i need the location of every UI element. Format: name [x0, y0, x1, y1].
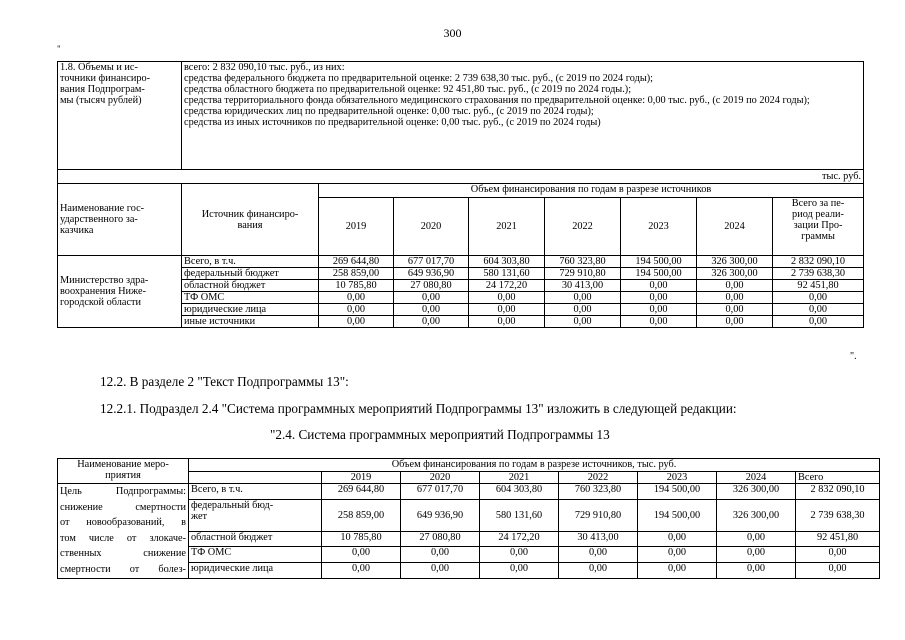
section-label: 1.8. Объемы и ис- точники финансиро- вания Подпрограм- мы (тысяч рублей): [58, 62, 182, 170]
value-cell: 0,00: [559, 547, 638, 563]
header-source: Источник финансиро- вания: [182, 184, 319, 256]
header-total: Всего за пе- риод реали- зации Про- граммы: [773, 198, 864, 256]
value-cell: 0,00: [697, 280, 773, 292]
header-year: 2023: [638, 472, 717, 484]
value-cell: 0,00: [773, 292, 864, 304]
value-cell: 0,00: [717, 547, 796, 563]
value-cell: 729 910,80: [559, 499, 638, 531]
value-cell: 326 300,00: [717, 499, 796, 531]
value-cell: 0,00: [480, 547, 559, 563]
value-cell: 0,00: [559, 562, 638, 578]
value-cell: 0,00: [638, 531, 717, 547]
value-cell: 0,00: [469, 316, 545, 328]
value-cell: 0,00: [773, 316, 864, 328]
header-funding-group: Объем финансирования по годам в разрезе источников, тыс. руб.: [189, 459, 880, 472]
value-cell: 760 323,80: [545, 256, 621, 268]
value-cell: 0,00: [394, 316, 469, 328]
value-cell: 2 739 638,30: [796, 499, 880, 531]
header-funding-group: Объем финансирования по годам в разрезе источников: [319, 184, 864, 198]
paragraph-section-2: 12.2. В разделе 2 "Текст Подпрограммы 13":: [100, 374, 349, 389]
value-cell: 0,00: [697, 292, 773, 304]
program-goal: [58, 484, 189, 579]
customer-name: Министерство здра- воохранения Ниже- городской области: [58, 256, 182, 328]
header-year: 2021: [480, 472, 559, 484]
value-cell: 760 323,80: [559, 484, 638, 500]
value-cell: 258 859,00: [319, 268, 394, 280]
header-year: 2022: [559, 472, 638, 484]
value-cell: 580 131,60: [469, 268, 545, 280]
value-cell: 729 910,80: [545, 268, 621, 280]
value-cell: 0,00: [796, 562, 880, 578]
value-cell: 0,00: [796, 547, 880, 563]
value-cell: 0,00: [545, 316, 621, 328]
source-label: ТФ ОМС: [182, 292, 319, 304]
paragraph-subsection-2-4: 12.2.1. Подраздел 2.4 "Система программных мероприятий Подпрограммы 13" изложить в следующей редакции:: [100, 401, 737, 416]
source-label: федеральный бюджет: [182, 268, 319, 280]
header-total: Всего: [796, 472, 880, 484]
value-cell: 0,00: [394, 292, 469, 304]
value-cell: 677 017,70: [401, 484, 480, 500]
summary-line: средства юридических лиц по предварительной оценке: 0,00 тыс. руб., (с 2019 по 2024 годы);: [184, 106, 594, 117]
source-label: ТФ ОМС: [189, 547, 322, 563]
value-cell: 0,00: [545, 304, 621, 316]
value-cell: 0,00: [717, 531, 796, 547]
value-cell: 27 080,80: [401, 531, 480, 547]
goal-line: от новообразований, в: [60, 517, 186, 529]
source-label: юридические лица: [182, 304, 319, 316]
value-cell: 326 300,00: [697, 256, 773, 268]
value-cell: 649 936,90: [394, 268, 469, 280]
value-cell: 0,00: [773, 304, 864, 316]
header-year: 2024: [717, 472, 796, 484]
source-label: Всего, в т.ч.: [182, 256, 319, 268]
value-cell: 0,00: [717, 562, 796, 578]
closing-quote: ".: [850, 351, 857, 362]
value-cell: 2 832 090,10: [796, 484, 880, 500]
source-label: областной бюджет: [182, 280, 319, 292]
header-year: 2021: [469, 198, 545, 256]
value-cell: 580 131,60: [480, 499, 559, 531]
value-cell: 0,00: [638, 562, 717, 578]
header-year: 2020: [394, 198, 469, 256]
source-label: Всего, в т.ч.: [189, 484, 322, 500]
value-cell: 0,00: [697, 304, 773, 316]
value-cell: 92 451,80: [796, 531, 880, 547]
value-cell: 194 500,00: [621, 268, 697, 280]
summary-line: средства территориального фонда обязательного медицинского страхования по предварительной оценке: 0,00 тыс. руб., (с 2019 по 2024 годы);: [184, 95, 810, 106]
summary-line: средства из иных источников по предварительной оценке: 0,00 тыс. руб., (с 2019 по 2024 годы): [184, 117, 601, 128]
value-cell: 0,00: [469, 304, 545, 316]
summary-line: всего: 2 832 090,10 тыс. руб., из них:: [184, 62, 345, 73]
value-cell: 326 300,00: [717, 484, 796, 500]
header-customer: Наименование гос- ударственного за- казчика: [58, 184, 182, 256]
value-cell: 326 300,00: [697, 268, 773, 280]
value-cell: 2 739 638,30: [773, 268, 864, 280]
header-year: 2023: [621, 198, 697, 256]
header-year: 2022: [545, 198, 621, 256]
goal-line: Цель Подпрограммы:: [60, 486, 186, 497]
value-cell: 269 644,80: [319, 256, 394, 268]
source-label: иные источники: [182, 316, 319, 328]
value-cell: 27 080,80: [394, 280, 469, 292]
header-year: 2024: [697, 198, 773, 256]
value-cell: 0,00: [697, 316, 773, 328]
value-cell: 10 785,80: [319, 280, 394, 292]
source-label: юридические лица: [189, 562, 322, 578]
program-events-table: [57, 458, 880, 579]
value-cell: 0,00: [322, 547, 401, 563]
summary-line: средства областного бюджета по предварительной оценке: 92 451,80 тыс. руб., (с 2019 по 2024 годы.);: [184, 84, 632, 95]
value-cell: 0,00: [322, 562, 401, 578]
opening-quote: ": [57, 44, 61, 54]
header-year: 2019: [322, 472, 401, 484]
value-cell: 24 172,20: [469, 280, 545, 292]
value-cell: 0,00: [480, 562, 559, 578]
value-cell: 194 500,00: [638, 484, 717, 500]
value-cell: 258 859,00: [322, 499, 401, 531]
value-cell: 0,00: [545, 292, 621, 304]
goal-line: смертности от болез-: [60, 563, 186, 575]
value-cell: 0,00: [469, 292, 545, 304]
source-label: федеральный бюд- жет: [189, 499, 322, 531]
summary-line: средства федерального бюджета по предварительной оценке: 2 739 638,30 тыс. руб., (с 2019 по 2024 годы);: [184, 73, 654, 84]
header-year: 2019: [319, 198, 394, 256]
value-cell: 677 017,70: [394, 256, 469, 268]
value-cell: 0,00: [638, 547, 717, 563]
value-cell: 30 413,00: [545, 280, 621, 292]
value-cell: 30 413,00: [559, 531, 638, 547]
value-cell: 10 785,80: [322, 531, 401, 547]
value-cell: 194 500,00: [638, 499, 717, 531]
units-label: тыс. руб.: [58, 170, 864, 184]
value-cell: 0,00: [319, 304, 394, 316]
goal-line: снижение смертности: [60, 501, 186, 513]
funding-summary: [182, 62, 864, 170]
goal-line: том числе от злокаче-: [60, 532, 186, 544]
passport-table: [57, 61, 864, 328]
value-cell: 0,00: [621, 292, 697, 304]
source-label: областной бюджет: [189, 531, 322, 547]
value-cell: 0,00: [401, 547, 480, 563]
value-cell: 269 644,80: [322, 484, 401, 500]
header-year: 2020: [401, 472, 480, 484]
value-cell: 24 172,20: [480, 531, 559, 547]
goal-line: ственных снижение: [60, 548, 186, 560]
value-cell: 0,00: [621, 316, 697, 328]
subsection-heading: "2.4. Система программных мероприятий Подпрограммы 13: [270, 427, 610, 442]
value-cell: 604 303,80: [469, 256, 545, 268]
value-cell: 604 303,80: [480, 484, 559, 500]
value-cell: 0,00: [319, 292, 394, 304]
value-cell: 0,00: [394, 304, 469, 316]
value-cell: 0,00: [621, 304, 697, 316]
value-cell: 0,00: [621, 280, 697, 292]
value-cell: 0,00: [319, 316, 394, 328]
value-cell: 92 451,80: [773, 280, 864, 292]
page-number: 300: [443, 26, 462, 40]
value-cell: 2 832 090,10: [773, 256, 864, 268]
header-spacer: [189, 472, 322, 484]
value-cell: 0,00: [401, 562, 480, 578]
value-cell: 194 500,00: [621, 256, 697, 268]
value-cell: 649 936,90: [401, 499, 480, 531]
header-event: Наименование меро- приятия: [58, 459, 189, 484]
